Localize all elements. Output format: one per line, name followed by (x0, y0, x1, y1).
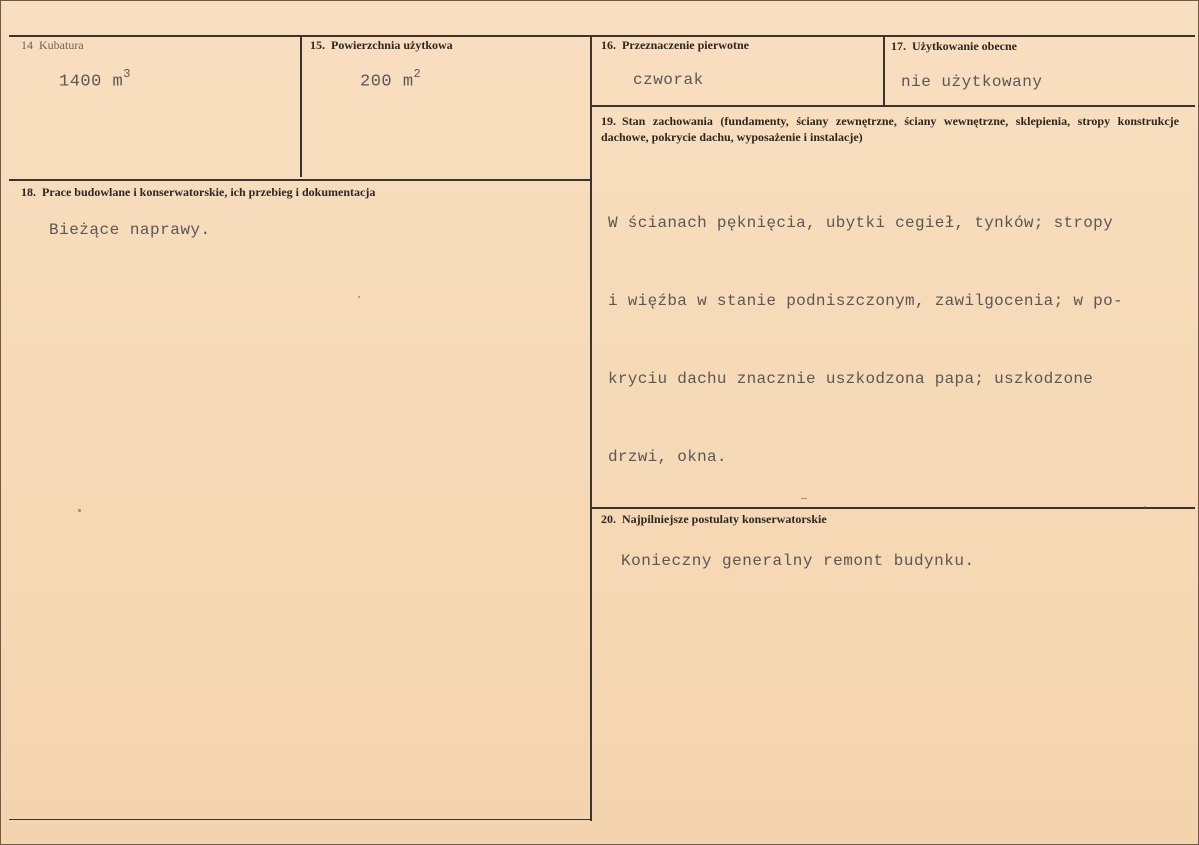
field-19-label (601, 113, 1179, 145)
field-15-number: 15. (310, 38, 325, 52)
field-14-value (59, 69, 131, 92)
field-15-title: Powierzchnia użytkowa (331, 38, 453, 52)
paper-speck (1144, 506, 1146, 508)
field-17-number: 17. (891, 39, 906, 53)
field-15-amount: 200 (360, 72, 393, 92)
field-20-title: Najpilniejsze postulaty konserwatorskie (622, 512, 827, 526)
field-17-value: nie użytkowany (901, 73, 1043, 91)
field-19-number: 19. (601, 114, 616, 128)
field-17-title: Użytkowanie obecne (912, 39, 1017, 53)
field-20-label (601, 512, 827, 527)
bottom-rule (9, 819, 591, 820)
field-19-line-2: i więźba w stanie podniszczonym, zawilgocenia; w po- (608, 292, 1123, 310)
field-16-value: czworak (633, 71, 704, 89)
field-14-label (21, 38, 84, 53)
rule-above-18 (9, 179, 591, 181)
field-18-number: 18. (21, 185, 36, 199)
rule-above-19 (591, 105, 1195, 107)
field-16-number: 16. (601, 38, 616, 52)
field-15-exponent: 2 (413, 67, 422, 81)
field-14-unit: m (112, 72, 124, 92)
top-rule (9, 35, 1195, 37)
field-20-value: Konieczny generalny remont budynku. (621, 552, 975, 570)
field-19-title: Stan zachowania (fundamenty, ściany zewnętrzne, ściany wewnętrzne, sklepienia, stropy konstrukcje dachowe, pokrycie dachu, wyposażenie i instalacje) (601, 114, 1179, 144)
divider-16-17 (883, 35, 885, 105)
field-14-number: 14 (21, 38, 33, 52)
field-16-label (601, 38, 749, 53)
field-19-line-4: drzwi, okna. (608, 448, 727, 466)
paper-speck (78, 509, 81, 512)
field-15-unit: m (402, 72, 414, 92)
field-14-title: Kubatura (39, 38, 84, 52)
field-18-value: Bieżące naprawy. (49, 221, 211, 239)
field-18-title: Prace budowlane i konserwatorskie, ich przebieg i dokumentacja (42, 185, 376, 199)
divider-14-15 (300, 35, 302, 177)
field-19-line-3: kryciu dachu znacznie uszkodzona papa; uszkodzone (608, 370, 1094, 388)
paper-speck (358, 296, 360, 298)
field-20-number: 20. (601, 512, 616, 526)
field-14-exponent: 3 (123, 67, 131, 81)
divider-main (590, 35, 592, 821)
field-15-value (360, 69, 421, 92)
field-14-amount: 1400 (59, 72, 102, 92)
field-17-label (891, 39, 1017, 54)
field-18-label (21, 185, 375, 200)
field-15-label (310, 38, 453, 53)
field-16-title: Przeznaczenie pierwotne (622, 38, 749, 52)
paper-speck (801, 498, 807, 499)
field-19-value (608, 158, 1123, 522)
field-19-line-1: W ścianach pęknięcia, ubytki cegieł, tynków; stropy (608, 214, 1113, 232)
